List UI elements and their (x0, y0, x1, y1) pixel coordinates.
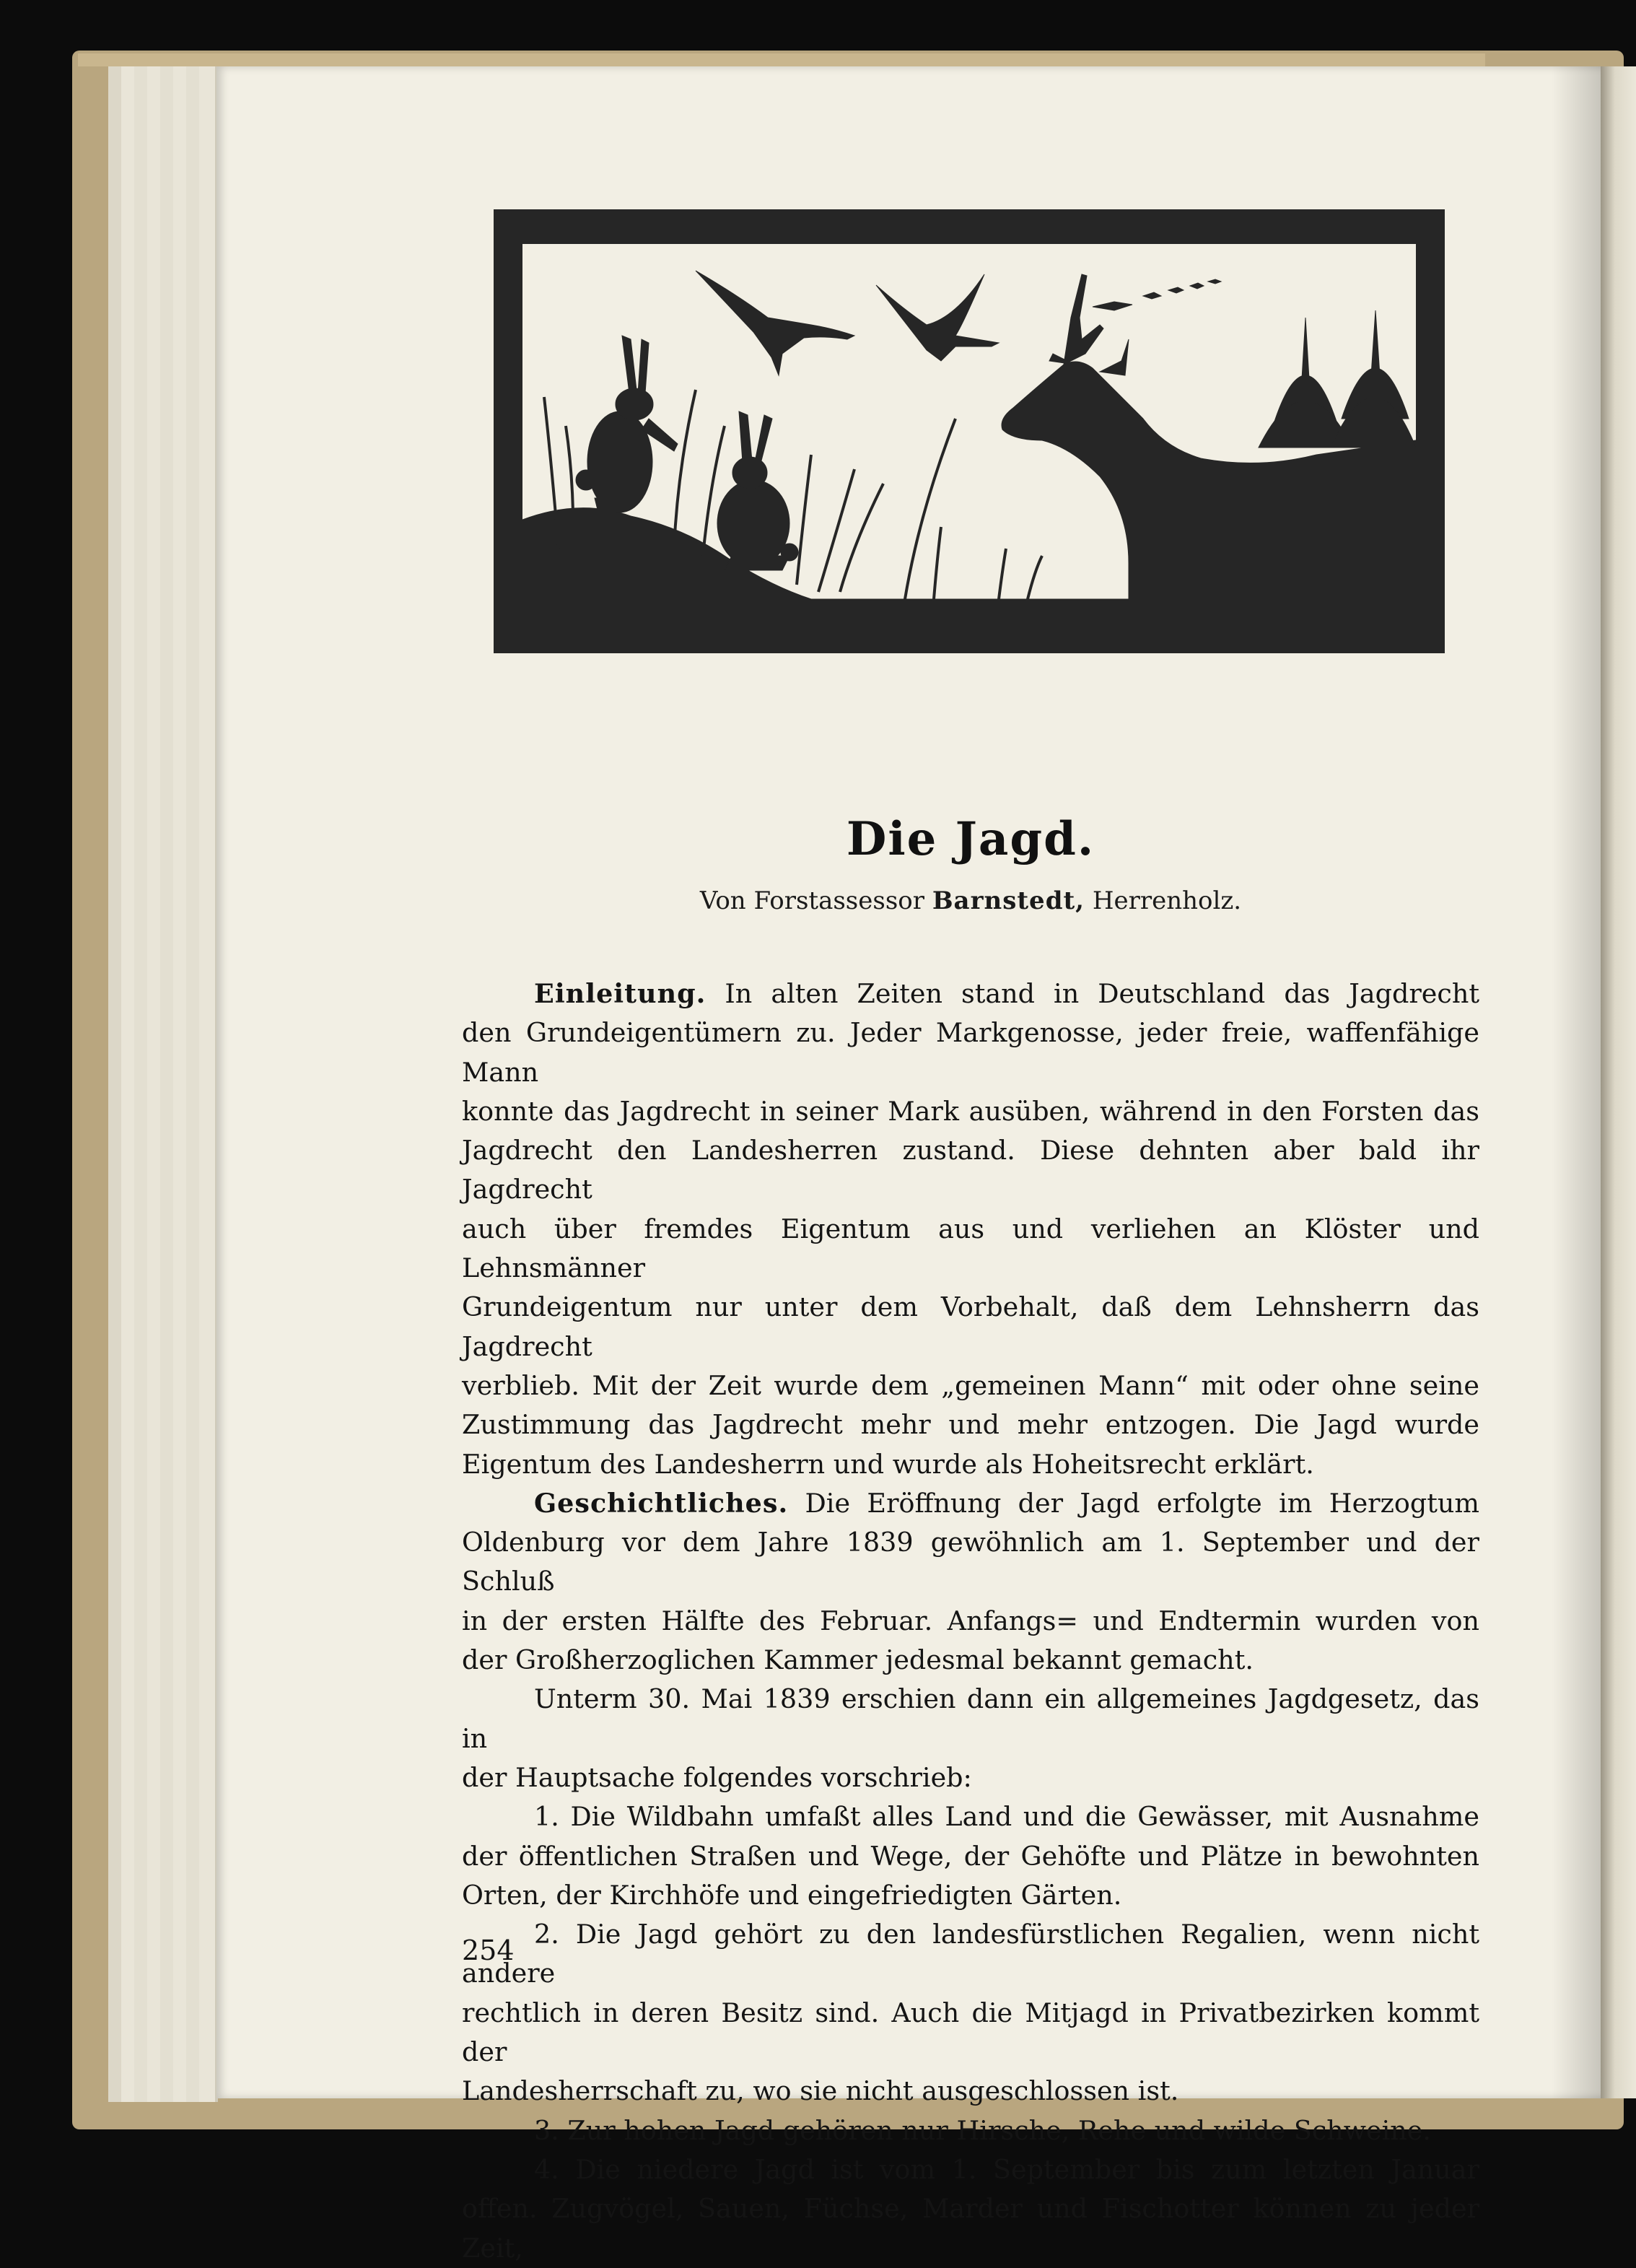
text-line (462, 1445, 1479, 1484)
line-text: 2. Die Jagd gehört zu den landesfürstlichen Regalien, wenn nicht andere (462, 1919, 1479, 1989)
text-line (462, 1484, 1479, 1523)
line-text: Zustimmung das Jagdrecht mehr und mehr entzogen. Die Jagd wurde (462, 1409, 1479, 1441)
text-line (462, 1641, 1479, 1680)
text-line (462, 1131, 1479, 1210)
text-line (462, 1758, 1479, 1797)
text-line (462, 1405, 1479, 1444)
line-text: verblieb. Mit der Zeit wurde dem „gemeinen Mann“ mit oder ohne seine (462, 1369, 1479, 1401)
byline-prefix: Von Forstassessor (699, 886, 924, 915)
text-line (462, 1366, 1479, 1405)
page-edges (108, 66, 224, 2102)
page-number: 254 (462, 1935, 515, 1966)
line-text: Orten, der Kirchhöfe und eingefriedigten Gärten. (462, 1879, 1122, 1911)
line-text: rechtlich in deren Besitz sind. Auch die Mitjagd in Privatbezirken kommt der (462, 1997, 1479, 2068)
line-text: Eigentum des Landesherrn und wurde als Hoheitsrecht erklärt. (462, 1448, 1314, 1480)
line-text: 4. Die niedere Jagd ist vom 1. September bis zum letzten Januar (534, 2153, 1479, 2185)
line-text: in der ersten Hälfte des Februar. Anfangs= und Endtermin wurden von (462, 1605, 1479, 1636)
author-byline (462, 886, 1479, 915)
line-text: In alten Zeiten stand in Deutschland das Jagdrecht (706, 978, 1479, 1009)
line-text: Die Eröffnung der Jagd erfolgte im Herzogtum (788, 1487, 1479, 1519)
line-text: den Grundeigentümern zu. Jeder Markgenosse, jeder freie, waffenfähige Mann (462, 1017, 1479, 1088)
text-line (462, 974, 1479, 1013)
line-text: Unterm 30. Mai 1839 erschien dann ein allgemeines Jagdgesetz, das in (462, 1683, 1479, 1754)
text-line (462, 1210, 1479, 1288)
text-line (462, 2189, 1479, 2268)
gutter-shadow (1552, 66, 1602, 2098)
text-line (462, 1288, 1479, 1366)
text-line (462, 2150, 1479, 2189)
hunting-silhouette-illustration (494, 209, 1445, 653)
section-heading: Geschichtliches. (534, 1487, 789, 1519)
text-line (462, 1994, 1479, 2072)
text-line (462, 1602, 1479, 1641)
line-text: auch über fremdes Eigentum aus und verliehen an Klöster und Lehnsmänner (462, 1213, 1479, 1284)
line-text: Landesherrschaft zu, wo sie nicht ausgeschlossen ist. (462, 2075, 1179, 2107)
text-line (462, 2111, 1479, 2150)
line-text: 1. Die Wildbahn umfaßt alles Land und die Gewässer, mit Ausnahme (534, 1801, 1479, 1833)
section-heading: Einleitung. (534, 978, 707, 1009)
line-text: der öffentlichen Straßen und Wege, der Gehöfte und Plätze in bewohnten (462, 1840, 1479, 1872)
article-body (462, 974, 1479, 2268)
text-line (462, 1013, 1479, 1092)
text-line (462, 1523, 1479, 1602)
text-line (462, 1837, 1479, 1876)
text-line (462, 2072, 1479, 2111)
line-text: 3. Zur hohen Jagd gehören nur Hirsche, Rehe und wilde Schweine. (534, 2114, 1431, 2146)
line-text: der Großherzoglichen Kammer jedesmal bekannt gemacht. (462, 1644, 1254, 1676)
facing-page-edge (1601, 66, 1636, 2098)
line-text: Jagdrecht den Landesherren zustand. Diese dehnten aber bald ihr Jagdrecht (462, 1135, 1479, 1205)
line-text: Oldenburg vor dem Jahre 1839 gewöhnlich am 1. September und der Schluß (462, 1527, 1479, 1597)
text-line (462, 1915, 1479, 1994)
line-text: der Hauptsache folgendes vorschrieb: (462, 1761, 972, 1793)
line-text: Grundeigentum nur unter dem Vorbehalt, daß dem Lehnsherrn das Jagdrecht (462, 1291, 1479, 1362)
line-text: offen. Zugvögel, Sauen, Füchse, Marder und Fischotter können zu jeder Zeit, (462, 2193, 1479, 2264)
byline-author: Barnstedt, (932, 886, 1085, 915)
page-title: Die Jagd. (846, 812, 1095, 866)
cover-edge (78, 53, 1485, 66)
line-text: konnte das Jagdrecht in seiner Mark ausüben, während in den Forsten das (462, 1095, 1479, 1127)
text-line (462, 1797, 1479, 1836)
text-line (462, 1092, 1479, 1131)
text-line (462, 1680, 1479, 1758)
byline-place: Herrenholz. (1092, 886, 1242, 915)
text-line (462, 1876, 1479, 1915)
